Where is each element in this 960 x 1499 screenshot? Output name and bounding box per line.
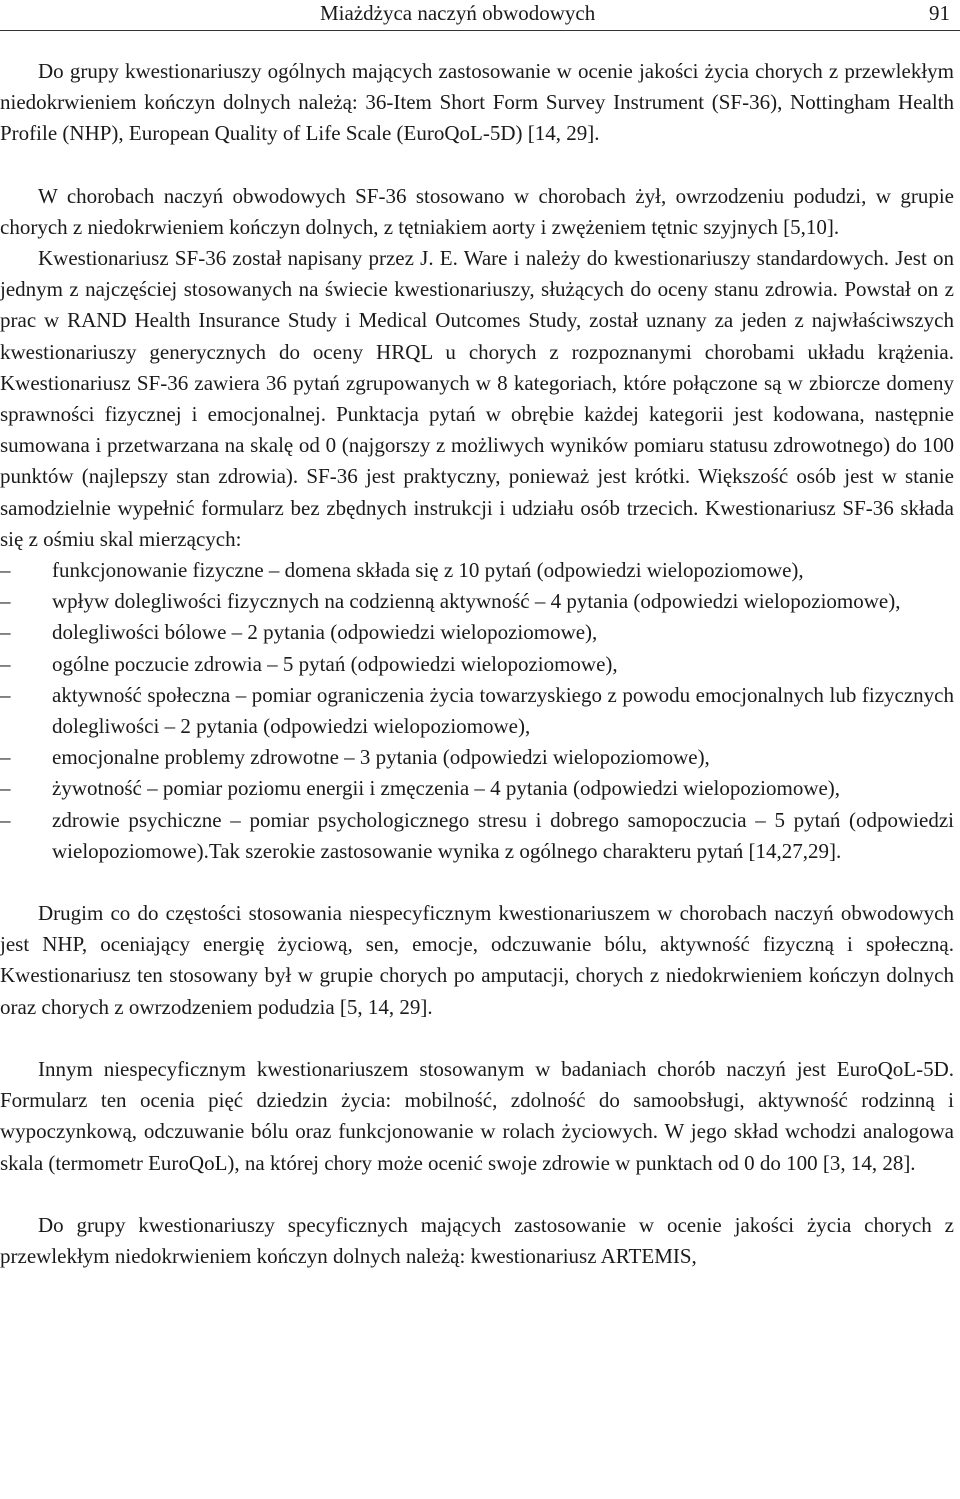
paragraph-sf36-description: Kwestionariusz SF-36 został napisany przez J. E. Ware i należy do kwestionariuszy standardowych. Jest on jednym z najczęściej stosowanych na świecie kwestionariuszy, służących do oceny stanu zdrowia. Powstał on z prac w RAND Health Insurance Study i Medical Outcomes Study, został uznany za jeden z najwłaściwszych kwestionariuszy generycznych do oceny HRQL u chorych z rozpoznanymi chorobami układu krążenia. Kwestionariusz SF-36 zawiera 36 pytań zgrupowanych w 8 kategoriach, które połączone są w zbiorcze domeny sprawności fizycznej i emocjonalnej. Punktacja pytań w obrębie każdej kategorii jest kodowana, następnie sumowana i przetwarzana na skalę od 0 (najgorszy z możliwych wyników pomiaru statusu zdrowotnego) do 100 punktów (najlepszy stan zdrowia). SF-36 jest praktyczny, ponieważ jest krótki. Większość osób jest w stanie samodzielnie wypełnić formularz bez zbędnych instrukcji i udziału osób trzecich. Kwestionariusz SF-36 składa się z ośmiu skal mierzących: — [0, 246, 954, 551]
page-number: 91 — [929, 1, 950, 25]
dash-bullet: – — [0, 682, 11, 707]
list-item — [0, 805, 954, 867]
list-item — [0, 617, 954, 648]
dash-bullet: – — [0, 745, 11, 770]
list-item-text: dolegliwości bólowe – 2 pytania (odpowiedzi wielopoziomowe), — [52, 620, 598, 645]
dash-bullet: – — [0, 651, 11, 676]
paragraph-sf36-usage: W chorobach naczyń obwodowych SF-36 stosowano w chorobach żył, owrzodzeniu podudzi, w grupie chorych z niedokrwieniem kończyn dolnych, z tętniakiem aorty i zwężeniem tętnic szyjnych [5,10]. — [0, 183, 954, 239]
list-item-text: aktywność społeczna – pomiar ograniczenia życia towarzyskiego z powodu emocjonalnych lub fizycznych dolegliwości – 2 pytania (odpowiedzi wielopoziomowe), — [52, 682, 954, 739]
list-item — [0, 773, 954, 804]
list-item-text: ogólne poczucie zdrowia – 5 pytań (odpowiedzi wielopoziomowe), — [52, 651, 618, 676]
dash-bullet: – — [0, 807, 11, 832]
list-item-text: emocjonalne problemy zdrowotne – 3 pytania (odpowiedzi wielopoziomowe), — [52, 745, 710, 770]
list-item-text: wpływ dolegliwości fizycznych na codzienną aktywność – 4 pytania (odpowiedzi wielopoziomowe), — [52, 589, 901, 614]
dash-bullet: – — [0, 776, 11, 801]
list-item — [0, 586, 954, 617]
list-item — [0, 680, 954, 742]
running-header-title: Miażdżyca naczyń obwodowych — [320, 1, 596, 25]
list-item-text: funkcjonowanie fizyczne – domena składa się z 10 pytań (odpowiedzi wielopoziomowe), — [52, 558, 804, 583]
dash-bullet: – — [0, 589, 11, 614]
paragraph-general-questionnaires: Do grupy kwestionariuszy ogólnych mających zastosowanie w ocenie jakości życia chorych z przewlekłym niedokrwieniem kończyn dolnych należą: 36-Item Short Form Survey Instrument (SF-36), Nottingham Health Profile (NHP), European Quality of Life Scale (EuroQoL-5D) [14, 29]. — [0, 59, 954, 146]
paragraph-euroqol: Innym niespecyficznym kwestionariuszem stosowanym w badaniach chorób naczyń jest EuroQoL-5D. Formularz ten ocenia pięć dziedzin życia: mobilność, zdolność do samoobsługi, aktywność rodzinną i wypoczynkową, odczuwanie bólu oraz funkcjonowanie w rolach życiowych. W jego skład wchodzi analogowa skala (termometr EuroQoL), na której chory może ocenić swoje zdrowie w punktach od 0 do 100 [3, 14, 28]. — [0, 1056, 954, 1175]
list-item-text: zdrowie psychiczne – pomiar psychologicznego stresu i dobrego samopoczucia – 5 pytań (odpowiedzi wielopoziomowe).Tak szerokie zastosowanie wynika z ogólnego charakteru pytań [14,27,29]. — [52, 807, 954, 863]
body-text — [0, 56, 954, 1272]
sf36-scales-list — [0, 555, 954, 867]
list-item-text: żywotność – pomiar poziomu energii i zmęczenia – 4 pytania (odpowiedzi wielopoziomowe), — [52, 776, 841, 801]
running-header — [0, 0, 960, 31]
list-item — [0, 649, 954, 680]
list-item — [0, 555, 954, 586]
paragraph-nhp: Drugim co do częstości stosowania niespecyficznym kwestionariuszem w chorobach naczyń obwodowych jest NHP, oceniający energię życiową, sen, emocje, odczuwanie bólu, aktywność fizyczną i społeczną. Kwestionariusz ten stosowany był w grupie chorych po amputacji, chorych z niedokrwieniem kończyn dolnych oraz chorych z owrzodzeniem podudzia [5, 14, 29]. — [0, 901, 954, 1019]
list-item — [0, 742, 954, 773]
dash-bullet: – — [0, 620, 11, 645]
paragraph-specific-questionnaires: Do grupy kwestionariuszy specyficznych mających zastosowanie w ocenie jakości życia chorych z przewlekłym niedokrwieniem kończyn dolnych należą: kwestionariusz ARTEMIS, — [0, 1212, 954, 1268]
dash-bullet: – — [0, 558, 11, 583]
